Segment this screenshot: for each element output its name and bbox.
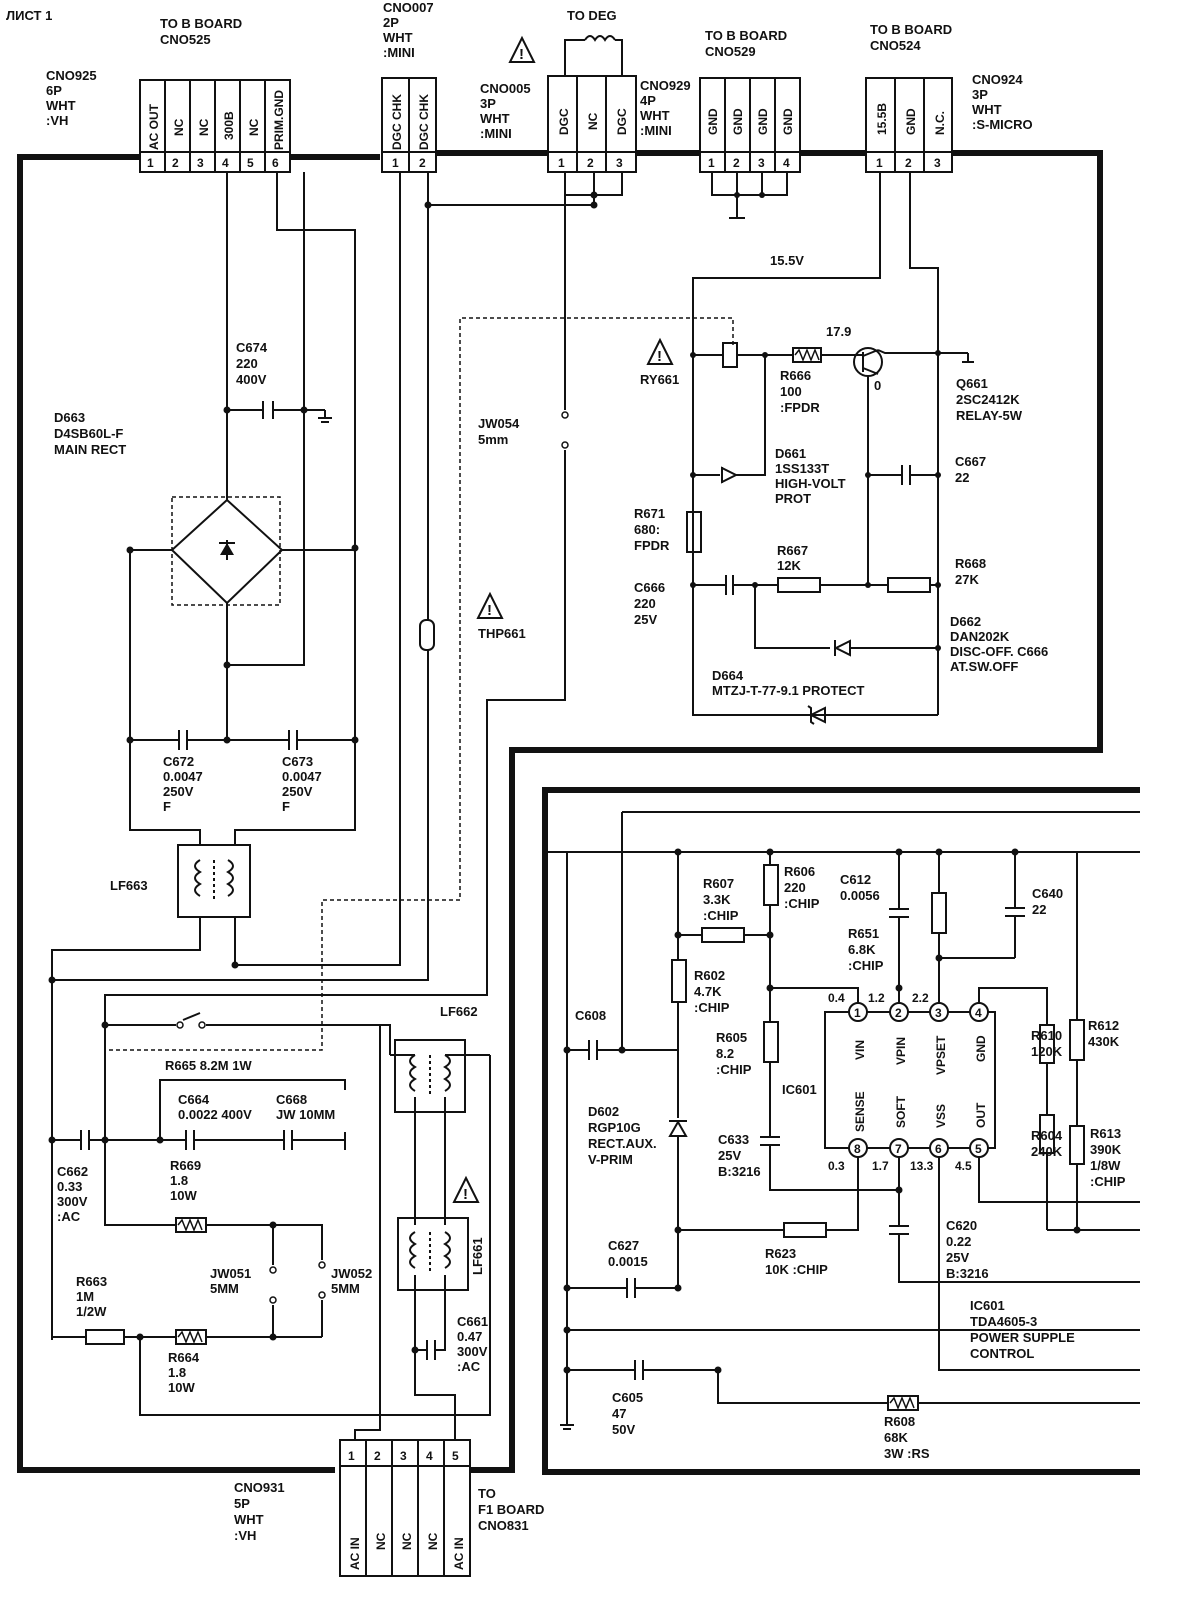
label-cno924: :S-MICRO [972,117,1033,132]
ic-pin-number: 1 [854,1006,861,1020]
label-cno007: CNO007 [383,0,434,15]
label-c608: C608 [575,1008,607,1023]
label-r612: R612 [1088,1018,1120,1033]
ic-pin-name: GND [974,1035,988,1062]
label-d663: D4SB60L-F [54,426,124,441]
label-dest: TO B BOARD [705,28,788,43]
deg-coil [565,36,622,76]
ic-pin-voltage: 13.3 [910,1159,934,1173]
label-r669: 1.8 [170,1173,189,1188]
label-jw052: JW052 [331,1266,373,1281]
label-cno931: CNO931 [234,1480,285,1495]
label-jw051: 5MM [210,1281,239,1296]
connector-pin-number: 3 [758,156,765,170]
label-cno929: :MINI [640,123,672,138]
label-d602: RGP10G [588,1120,641,1135]
label-r602: :CHIP [694,1000,730,1015]
label-r608: R608 [884,1414,916,1429]
label-dest: F1 BOARD [478,1502,545,1517]
label-r605: 8.2 [716,1046,735,1061]
connector-pin-number: 3 [400,1449,407,1463]
connector-pin-number: 6 [272,156,279,170]
label-r666: R666 [780,368,812,383]
ic-pin-number: 4 [975,1006,982,1020]
connector-pin-label: NC [172,118,186,136]
label-r671: 680: [634,522,661,537]
label-q661: 2SC2412K [956,392,1020,407]
label-r607: R607 [703,876,735,891]
ic-pin-number: 8 [854,1142,861,1156]
label-c620: 0.22 [946,1234,972,1249]
label-c666: 220 [634,596,656,611]
connector-cno931 [340,1440,470,1576]
label-d664: MTZJ-T-77-9.1 PROTECT [712,683,865,698]
label-r605: :CHIP [716,1062,752,1077]
label-r608: 68K [884,1430,908,1445]
label-r671: FPDR [634,538,670,553]
label-jw051: JW051 [210,1266,252,1281]
connector-pin-number: 1 [147,156,154,170]
label-c672: F [163,799,171,814]
label-r605: R605 [716,1030,748,1045]
label-d662: D662 [950,614,982,629]
ic-pin-name: VSS [934,1103,948,1128]
label-ry661: RY661 [640,372,680,387]
label-cno931: 5P [234,1496,250,1511]
label-c605: 47 [612,1406,627,1421]
label-c640: 22 [1032,902,1047,917]
ic-pin-voltage: 0.4 [828,991,845,1005]
label-r666: 100 [780,384,802,399]
label-d602: V-PRIM [588,1152,633,1167]
connector-pin-number: 1 [708,156,715,170]
label-dest: CNO525 [160,32,211,47]
label-r607: :CHIP [703,908,739,923]
label-lf661: LF661 [470,1237,485,1275]
label-dest: TO B BOARD [160,16,243,31]
label-c667: C667 [955,454,987,469]
label-r667: 12K [777,558,801,573]
label-ic601-desc: POWER SUPPLE [970,1330,1075,1345]
ic-pin-voltage: 0.3 [828,1159,845,1173]
label-r613: 1/8W [1090,1158,1121,1173]
label-r669: R669 [170,1158,202,1173]
ic-pin-number: 5 [975,1142,982,1156]
connector-cno007 [382,78,436,172]
label-dest: TO DEG [567,8,617,23]
connector-pin-number: 1 [392,156,399,170]
label-r664: R664 [168,1350,200,1365]
label-ic601-desc: TDA4605-3 [970,1314,1038,1329]
label-r651: :CHIP [848,958,884,973]
label-r608: 3W :RS [884,1446,930,1461]
connector-pin-label: GND [781,108,795,135]
label-c668: JW 10MM [276,1107,336,1122]
label-r669: 10W [170,1188,197,1203]
connector-pin-number: 2 [733,156,740,170]
connector-pin-label: GND [904,108,918,135]
label-cno007: WHT [383,30,413,45]
label-jw054: JW054 [478,416,520,431]
label-jw054: 5mm [478,432,509,447]
label-d662: DISC-OFF. C666 [950,644,1049,659]
label-c661: C661 [457,1314,489,1329]
label-c662: 300V [57,1194,88,1209]
ic-pin-name: VPSET [934,1035,948,1075]
ic-pin-number: 7 [895,1142,902,1156]
label-r613: 390K [1090,1142,1122,1157]
label-r606: :CHIP [784,896,820,911]
label-r664: 10W [168,1380,195,1395]
connector-pin-label: NC [426,1532,440,1550]
connector-pin-label: AC IN [452,1537,466,1570]
label-cno925: 6P [46,83,62,98]
connector-pin-label: PRIM.GND [272,90,286,150]
label-r663: 1M [76,1289,95,1304]
label-c664: C664 [178,1092,210,1107]
label-c667: 22 [955,470,970,485]
label-c620: 25V [946,1250,970,1265]
label-dest: CNO524 [870,38,921,53]
label-c673: 250V [282,784,313,799]
ic-pin-number: 3 [935,1006,942,1020]
label-dest: CNO529 [705,44,756,59]
connector-pin-number: 5 [452,1449,459,1463]
label-c673: F [282,799,290,814]
connector-pin-number: 3 [616,156,623,170]
label-cno005: 3P [480,96,496,111]
label-voltage: 0 [874,378,882,393]
label-c673: C673 [282,754,314,769]
connector-pin-number: 2 [419,156,426,170]
connector-cno924 [866,78,952,172]
svg-text:!: ! [519,46,524,63]
label-r607: 3.3K [703,892,731,907]
label-d661: HIGH-VOLT [775,476,846,491]
connector-pin-number: 2 [905,156,912,170]
label-c640: C640 [1032,886,1064,901]
connector-pin-number: 1 [558,156,565,170]
label-c674: 400V [236,372,267,387]
label-r666: :FPDR [780,400,820,415]
label-cno929: 4P [640,93,656,108]
connector-pin-number: 1 [348,1449,355,1463]
label-d664: D664 [712,668,744,683]
label-q661: RELAY-5W [956,408,1022,423]
label-ic601: IC601 [782,1082,817,1097]
label-cno929: WHT [640,108,670,123]
label-lf662: LF662 [440,1004,478,1019]
ic-pin-voltage: 4.5 [955,1159,972,1173]
label-cno929: CNO929 [640,78,691,93]
ic-pin-number: 6 [935,1142,942,1156]
label-cno925: CNO925 [46,68,97,83]
ic-pin-voltage: 2.2 [912,991,929,1005]
label-c674: C674 [236,340,268,355]
ic-pin-name: VIN [853,1039,867,1060]
label-cno005: CNO005 [480,81,531,96]
label-r613: R613 [1090,1126,1122,1141]
label-cno005: WHT [480,111,510,126]
connector-pin-label: 300B [222,111,236,140]
label-d661: PROT [775,491,812,506]
label-r602: 4.7K [694,984,722,999]
label-c627: C627 [608,1238,640,1253]
label-r606: R606 [784,864,816,879]
label-cno925: :VH [46,113,69,128]
label-c627: 0.0015 [608,1254,648,1269]
label-c662: :AC [57,1209,81,1224]
label-c605: C605 [612,1390,644,1405]
label-c664: 0.0022 400V [178,1107,252,1122]
label-q661: Q661 [956,376,988,391]
label-cno931: :VH [234,1528,257,1543]
label-c620: B:3216 [946,1266,989,1281]
sheet-label: ЛИСТ 1 [6,8,53,23]
label-c674: 220 [236,356,258,371]
connector-cno929 [700,78,800,172]
connector-pin-number: 1 [876,156,883,170]
connector-pin-label: DGC CHK [417,94,431,150]
connector-pin-label: N.C. [933,111,947,135]
label-c673: 0.0047 [282,769,322,784]
connector-pin-label: AC OUT [147,104,161,150]
connector-pin-label: NC [400,1532,414,1550]
label-r606: 220 [784,880,806,895]
label-jw052: 5MM [331,1281,360,1296]
connector-pin-number: 2 [374,1449,381,1463]
label-c662: C662 [57,1164,89,1179]
label-dest: TO [478,1486,496,1501]
ic-pin-name: SENSE [853,1091,867,1132]
label-c672: 0.0047 [163,769,203,784]
connector-pin-number: 2 [587,156,594,170]
svg-text:!: ! [463,1186,468,1203]
ic-pin-number: 2 [895,1006,902,1020]
ic-pin-voltage: 1.7 [872,1159,889,1173]
label-cno007: :MINI [383,45,415,60]
label-d662: AT.SW.OFF [950,659,1019,674]
connector-pin-label: GND [756,108,770,135]
label-r665: R665 8.2M 1W [165,1058,252,1073]
label-r612: 430K [1088,1034,1120,1049]
label-ic601-desc: IC601 [970,1298,1005,1313]
label-c661: 0.47 [457,1329,483,1344]
connector-pin-label: DGC [557,108,571,135]
label-thp661: THP661 [478,626,526,641]
label-voltage: 17.9 [826,324,852,339]
connector-pin-label: NC [586,112,600,130]
label-d661: D661 [775,446,807,461]
connector-pin-label: NC [374,1532,388,1550]
label-r663: 1/2W [76,1304,107,1319]
connector-pin-number: 3 [197,156,204,170]
label-c620: C620 [946,1218,978,1233]
label-cno931: WHT [234,1512,264,1527]
label-c666: C666 [634,580,666,595]
label-c612: C612 [840,872,872,887]
label-c661: 300V [457,1344,488,1359]
label-r667: R667 [777,543,809,558]
label-c633: 25V [718,1148,742,1163]
label-r651: R651 [848,926,880,941]
label-cno007: 2P [383,15,399,30]
svg-text:!: ! [487,602,492,619]
label-r602: R602 [694,968,726,983]
label-lf663: LF663 [110,878,148,893]
label-r610: 120K [1031,1044,1063,1059]
connector-pin-number: 2 [172,156,179,170]
svg-text:!: ! [657,348,662,365]
connector-pin-number: 4 [222,156,229,170]
gnd-bus [712,172,787,218]
connector-pin-label: NC [247,118,261,136]
label-d663: D663 [54,410,86,425]
label-c605: 50V [612,1422,636,1437]
label-r671: R671 [634,506,666,521]
connector-pin-number: 5 [247,156,254,170]
label-r604: R604 [1031,1128,1063,1143]
label-c612: 0.0056 [840,888,880,903]
label-cno924: 3P [972,87,988,102]
label-r664: 1.8 [168,1365,187,1380]
label-r668: R668 [955,556,987,571]
label-c666: 25V [634,612,658,627]
label-c633: B:3216 [718,1164,761,1179]
ic-pin-name: OUT [974,1102,988,1128]
ic-pin-name: SOFT [894,1096,908,1128]
label-c672: 250V [163,784,194,799]
label-r604: 240K [1031,1144,1063,1159]
relay-section [687,172,974,724]
label-d662: DAN202K [950,629,1010,644]
connector-pin-number: 4 [426,1449,433,1463]
connector-pin-number: 4 [783,156,790,170]
label-d602: RECT.AUX. [588,1136,657,1151]
label-cno924: WHT [972,102,1002,117]
connector-pin-label: GND [706,108,720,135]
connector-pin-label: NC [197,118,211,136]
label-cno924: CNO924 [972,72,1023,87]
label-d663: MAIN RECT [54,442,127,457]
label-dest: TO B BOARD [870,22,953,37]
ic-pin-voltage: 1.2 [868,991,885,1005]
label-c672: C672 [163,754,195,769]
connector-pin-label: AC IN [348,1537,362,1570]
connector-pin-label: GND [731,108,745,135]
connector-pin-label: DGC CHK [390,94,404,150]
label-c633: C633 [718,1132,750,1147]
label-d602: D602 [588,1104,620,1119]
label-ic601-desc: CONTROL [970,1346,1035,1361]
label-c668: C668 [276,1092,308,1107]
label-d661: 1SS133T [775,461,830,476]
label-r623: R623 [765,1246,797,1261]
label-r610: R610 [1031,1028,1063,1043]
connector-cno925 [140,80,290,172]
label-r651: 6.8K [848,942,876,957]
label-r613: :CHIP [1090,1174,1126,1189]
connector-cno005 [548,76,636,172]
label-r663: R663 [76,1274,108,1289]
connector-pin-number: 3 [934,156,941,170]
label-c662: 0.33 [57,1179,83,1194]
connector-pin-label: DGC [615,108,629,135]
label-voltage: 15.5V [770,253,804,268]
label-c661: :AC [457,1359,481,1374]
label-r668: 27K [955,572,979,587]
label-cno925: WHT [46,98,76,113]
label-dest: CNO831 [478,1518,529,1533]
ic-pin-name: VPIN [894,1036,908,1065]
label-cno005: :MINI [480,126,512,141]
connector-pin-label: 15.5B [875,102,889,135]
label-r623: 10K :CHIP [765,1262,828,1277]
